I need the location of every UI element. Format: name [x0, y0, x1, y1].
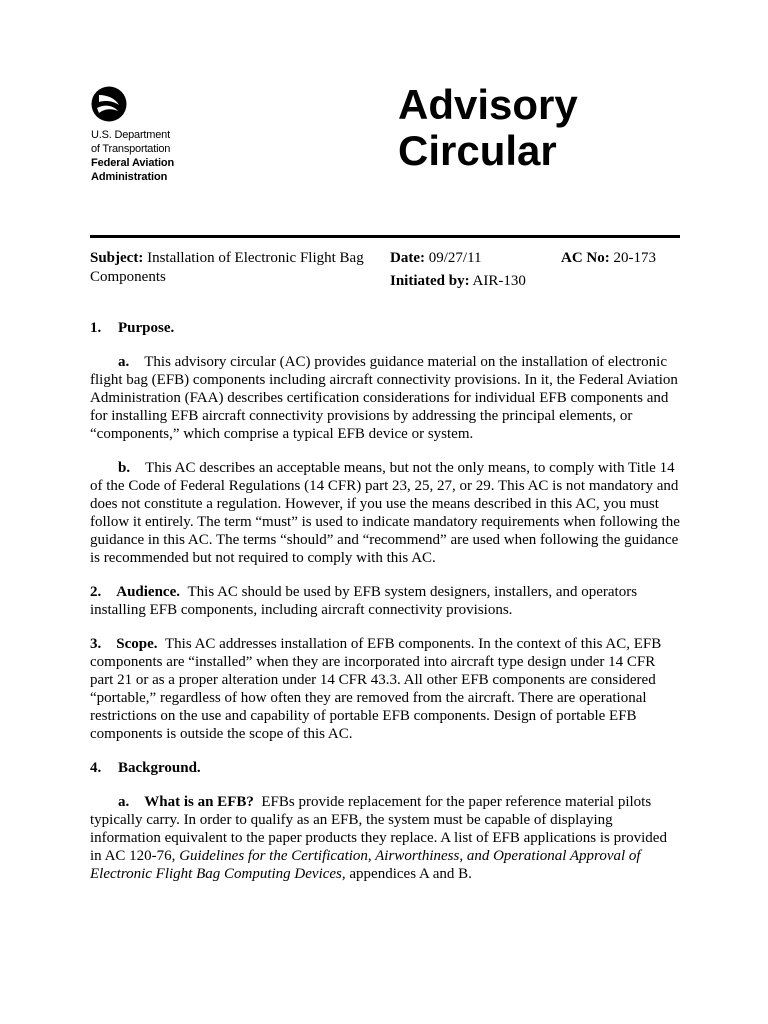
- agency-line: Administration: [91, 171, 168, 183]
- paragraph-label: a.: [118, 794, 130, 810]
- section-title: Purpose.: [118, 320, 175, 336]
- subject-value: Installation of Electronic Flight Bag Components: [90, 250, 364, 285]
- section-heading-background: [90, 759, 680, 777]
- agency-line: U.S. Department: [91, 129, 170, 141]
- section-number: 1.: [90, 320, 102, 336]
- paragraph-label: a.: [118, 354, 130, 370]
- initiated-label: Initiated by:: [390, 273, 470, 289]
- section-title: Background.: [118, 760, 201, 776]
- acno-value: 20-173: [613, 250, 656, 266]
- acno-field: [561, 249, 656, 268]
- date-field: [390, 249, 482, 268]
- section-heading-purpose: [90, 319, 680, 337]
- paragraph-text: EFBs provide replacement for the paper reference material pilots typically carry. In order to qualify as an EFB, the system must be capable of displaying information equivalent to the paper products they replace. A list of EFB applications is provided in AC 120-76,: [90, 794, 667, 864]
- reference-title: Guidelines for the Certification, Airworthiness, and Operational Approval of Electronic Flight Bag Computing Devices,: [90, 848, 641, 882]
- section-number: 2.: [90, 584, 102, 600]
- title-line: Advisory: [398, 81, 578, 128]
- agency-name: [91, 128, 174, 184]
- initiated-value: AIR-130: [472, 273, 526, 289]
- initiated-field: [390, 272, 526, 291]
- agency-line: Federal Aviation: [91, 157, 175, 169]
- paragraph-label: b.: [118, 460, 131, 476]
- subject-field: [90, 249, 380, 287]
- section-number: 4.: [90, 760, 102, 776]
- paragraph-3: [90, 635, 680, 743]
- paragraph-2: [90, 583, 680, 619]
- section-number: 3.: [90, 636, 102, 652]
- dot-logo: [91, 86, 127, 122]
- paragraph-1a: [90, 353, 680, 443]
- acno-label: AC No:: [561, 250, 610, 266]
- document-title: [398, 82, 578, 174]
- paragraph-text: This AC describes an acceptable means, but not the only means, to comply with Title 14 of the Code of Federal Regulations (14 CFR) part 23, 25, 27, or 29. This AC is not mandatory and does not constitute a regulation. However, if you use the means described in this AC, you must follow it entirely. The term “must” is used to indicate mandatory requirements when following the guidance in this AC. The terms “should” and “recommend” are used when following the guidance is recommended but not required to comply with this AC.: [90, 460, 680, 566]
- section-title: Scope.: [116, 636, 158, 652]
- document-body: [90, 319, 680, 899]
- paragraph-text: appendices A and B.: [345, 866, 472, 882]
- subject-label: Subject:: [90, 250, 144, 266]
- paragraph-1b: [90, 459, 680, 567]
- paragraph-text: This advisory circular (AC) provides guidance material on the installation of electronic flight bag (EFB) components including aircraft connectivity provisions. In it, the Federal Aviation Administration (FAA) describes certification considerations for individual EFB components and for installing EFB aircraft connectivity provisions by addressing the principal elements, or “components,” which comprise a typical EFB device or system.: [90, 354, 678, 442]
- date-label: Date:: [390, 250, 425, 266]
- paragraph-4a: [90, 793, 680, 883]
- paragraph-title: What is an EFB?: [144, 794, 254, 810]
- paragraph-text: This AC should be used by EFB system designers, installers, and operators installing EFB components, including aircraft connectivity provisions.: [90, 584, 638, 618]
- date-value: 09/27/11: [428, 250, 482, 266]
- section-title: Audience.: [116, 584, 180, 600]
- agency-line: of Transportation: [91, 143, 171, 155]
- header-rule: [90, 235, 680, 238]
- paragraph-text: This AC addresses installation of EFB components. In the context of this AC, EFB components are “installed” when they are incorporated into aircraft type design under 14 CFR part 21 or as a proper alteration under 14 CFR 43.3. All other EFB components are considered “portable,” regardless of how often they are removed from the aircraft. There are operational restrictions on the use and capability of portable EFB components. Design of portable EFB components is outside the scope of this AC.: [90, 636, 662, 742]
- title-line: Circular: [398, 127, 557, 174]
